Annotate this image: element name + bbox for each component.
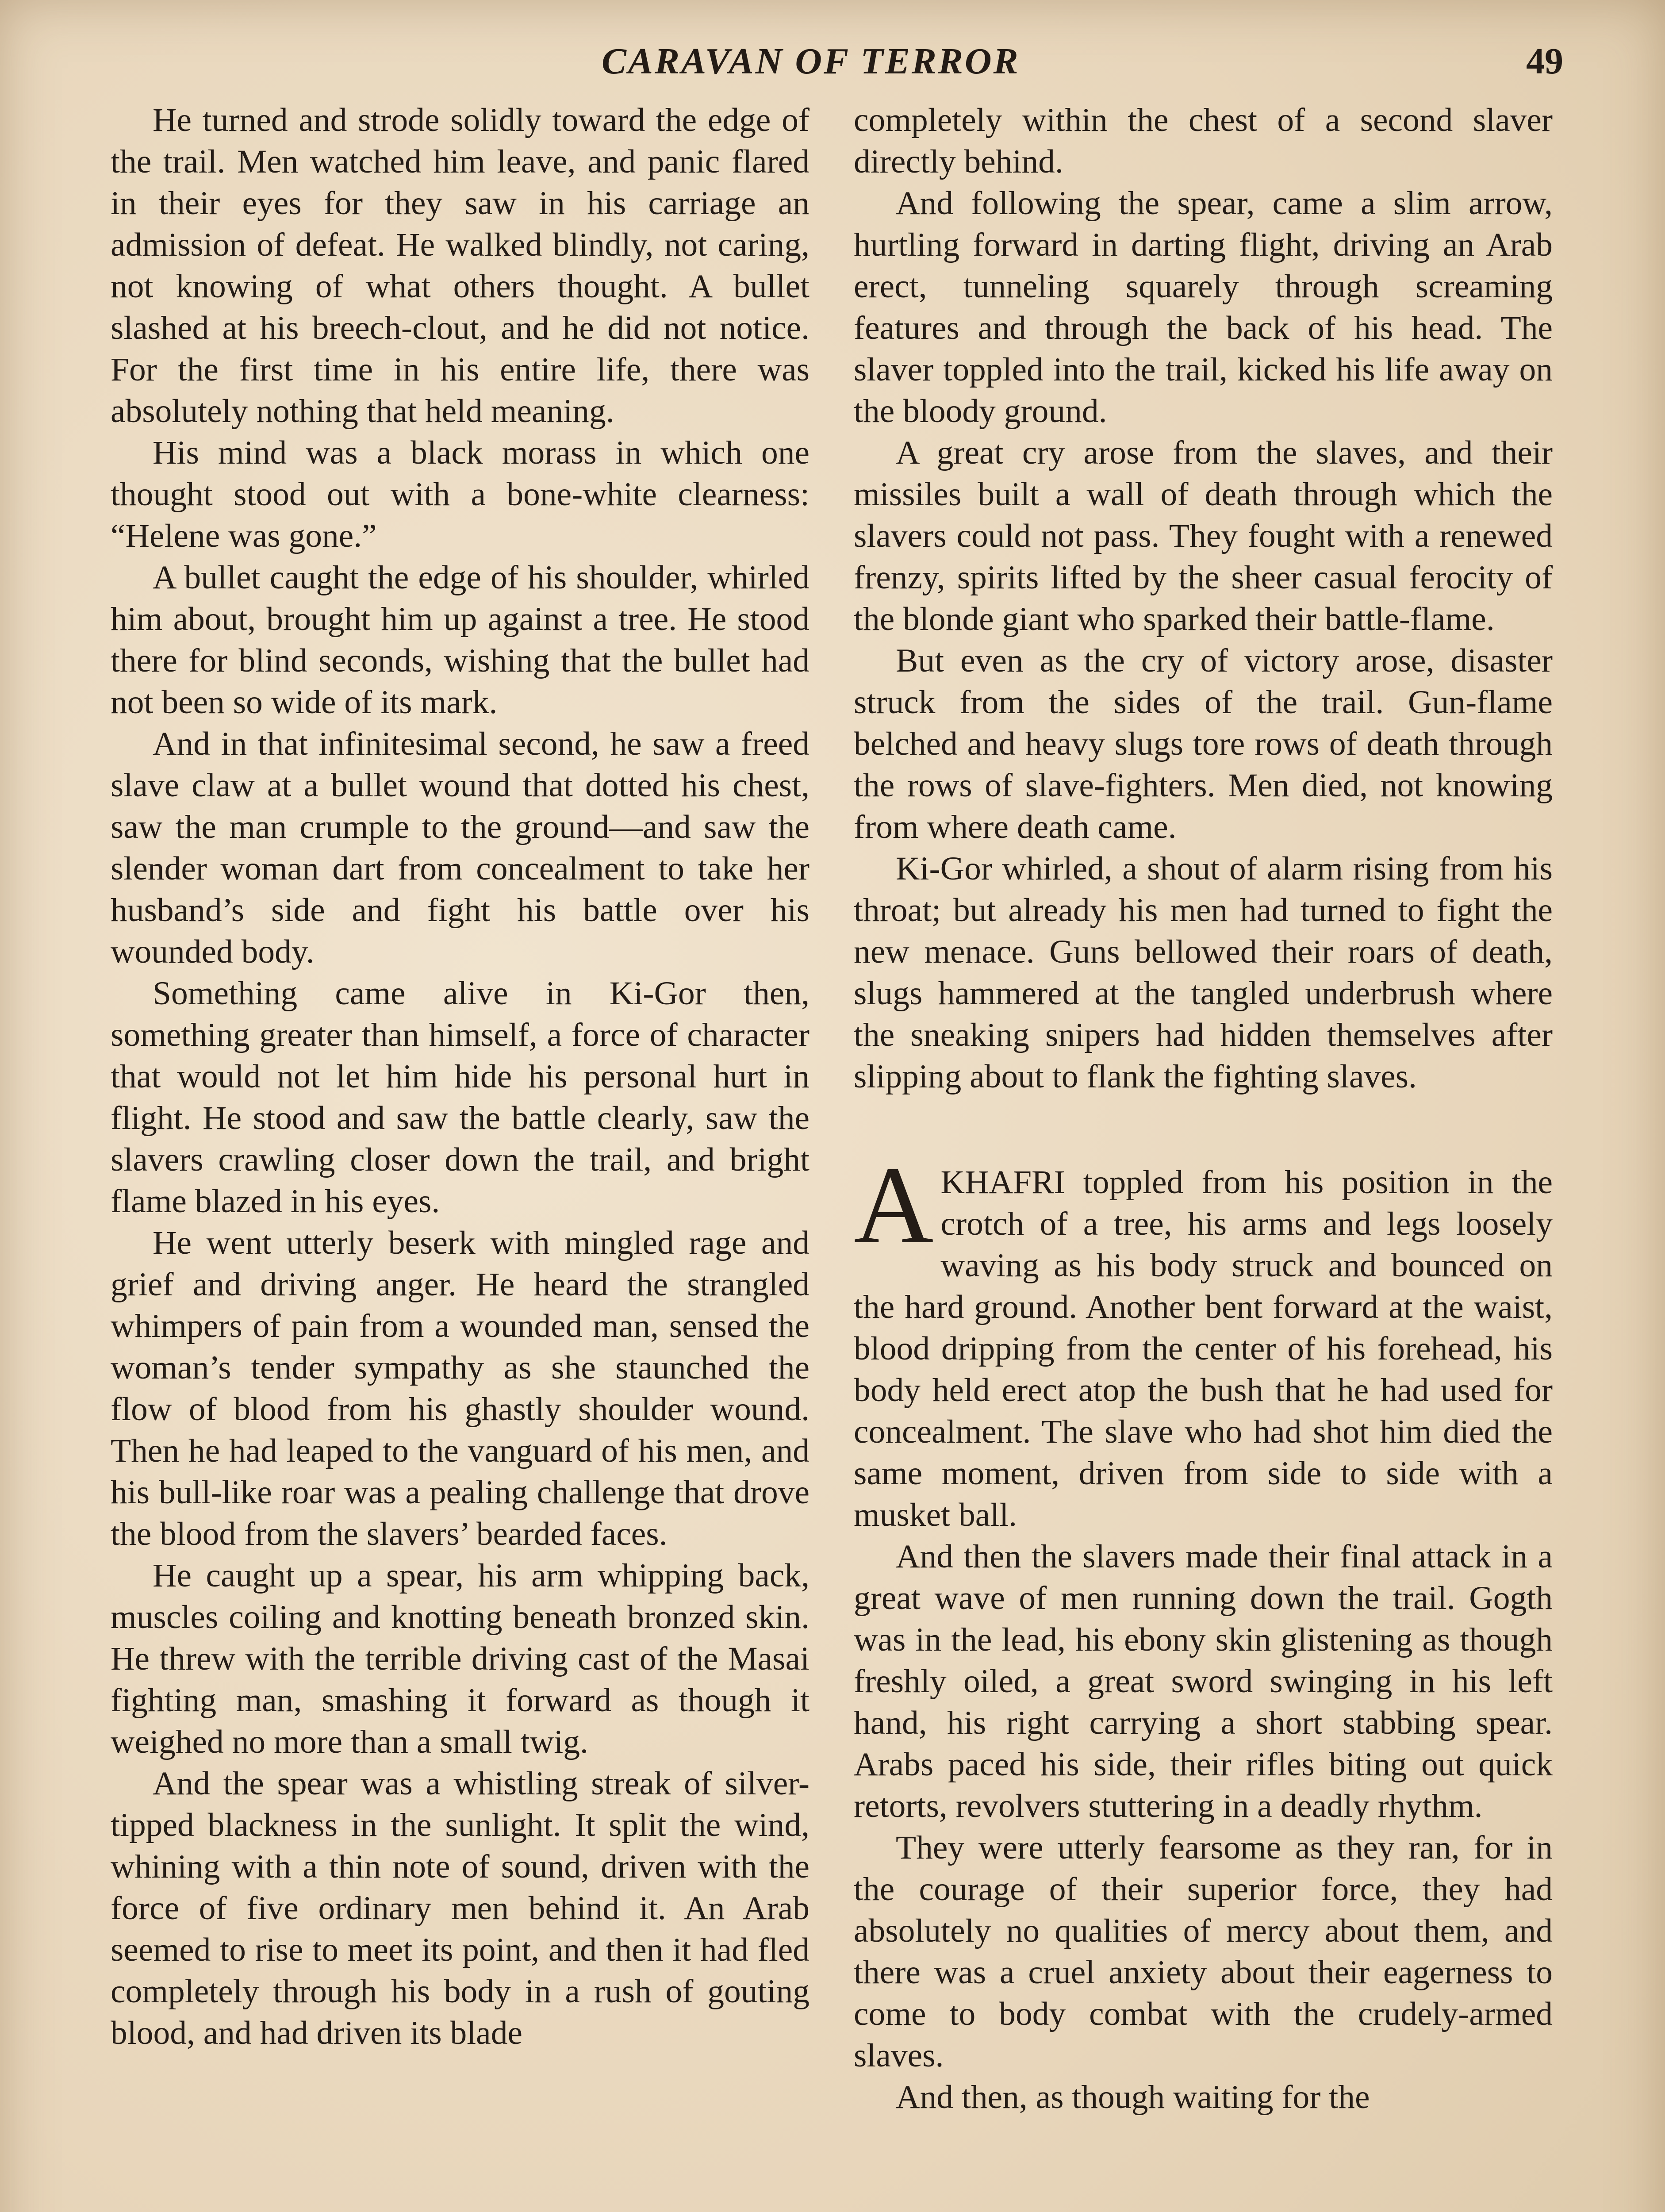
paragraph: And following the spear, came a slim arrow, hurtling forward in darting flight, driving an Arab erect, tunneling squarely through screaming features and through the back of his head. The slaver toppled into the trail, kicked his life away on the bloody ground. [854, 185, 1553, 430]
page-header [0, 40, 1665, 93]
paragraph: He went utterly beserk with mingled rage and grief and driving anger. He heard the strangled whimpers of pain from a wounded man, sensed the woman’s tender sympathy as she staunched the flow of blood from his ghastly shoulder wound. Then he had leaped to the vanguard of his men, and his bull-like roar was a pealing challenge that drove the blood from the slavers’ bearded faces. [111, 1225, 809, 1552]
paragraph: He caught up a spear, his arm whipping back, muscles coiling and knotting beneath bronzed skin. He threw with the terrible driving cast of the Masai fighting man, smashing it forward as though it weighed no more than a small twig. [111, 1557, 809, 1760]
paragraph: And then, as though waiting for the [896, 2079, 1370, 2116]
paragraph: Something came alive in Ki-Gor then, something greater than himself, a force of character that would not let him hide his personal hurt in flight. He stood and saw the battle clearly, saw the slavers crawling closer down the trail, and bright flame blazed in his eyes. [111, 975, 809, 1220]
paragraph: A great cry arose from the slaves, and their missiles built a wall of death through which the slavers could not pass. They fought with a renewed frenzy, spirits lifted by the sheer casual ferocity of the blonde giant who sparked their battle-flame. [854, 434, 1553, 637]
drop-cap-initial: A [854, 1144, 934, 1267]
paragraph: And in that infinitesimal second, he saw a freed slave claw at a bullet wound that dotted his chest, saw the man crumple to the ground—and saw the slender woman dart from concealment to take her husband’s side and fight his battle over his wounded body. [111, 726, 809, 970]
section-break [854, 1098, 1553, 1162]
paragraph: Ki-Gor whirled, a shout of alarm rising from his throat; but already his men had turned to fight the new menace. Guns bellowed their roars of death, slugs hammered at the tangled underbrush where the sneaking snipers had hidden themselves after slipping about to flank the fighting slaves. [854, 850, 1553, 1095]
dropcap-paragraph [854, 1144, 1553, 1536]
paragraph: A bullet caught the edge of his shoulder, whirled him about, brought him up against a tree. He stood there for blind seconds, wishing that the bullet had not been so wide of its mark. [111, 559, 809, 721]
paragraph: They were utterly fearsome as they ran, for in the courage of their superior force, they had absolutely no qualities of mercy about them, and there was a cruel anxiety about their eagerness to come to body combat with the crudely-armed slaves. [854, 1829, 1553, 2074]
paragraph: But even as the cry of victory arose, disaster struck from the sides of the trail. Gun-flame belched and heavy slugs tore rows of death through the rows of slave-fighters. Men died, not knowing from where death came. [854, 642, 1553, 845]
paragraph: And then the slavers made their final attack in a great wave of men running down the trail. Gogth was in the lead, his ebony skin glistening as though freshly oiled, a great sword swinging in his left hand, his right carrying a short stabbing spear. Arabs paced his side, their rifles biting out quick retorts, revolvers stuttering in a deadly rhythm. [854, 1538, 1553, 1824]
page-number: 49 [1526, 41, 1563, 82]
paragraph: His mind was a black morass in which one thought stood out with a bone-white clearness: “Helene was gone.” [111, 434, 809, 554]
right-column [854, 100, 1553, 2118]
paragraph-continued: completely within the chest of a second slaver directly behind. [854, 102, 1553, 180]
left-column [111, 100, 809, 2054]
paragraph: He turned and strode solidly toward the edge of the trail. Men watched him leave, and panic flared in their eyes for they saw in his carriage an admission of defeat. He walked blindly, not caring, not knowing of what others thought. A bullet slashed at his breech-clout, and he did not notice. For the first time in his entire life, there was absolutely nothing that held meaning. [111, 102, 809, 430]
running-title: CARAVAN OF TERROR [602, 41, 1020, 82]
dropcap-paragraph-text: KHAFRI toppled from his position in the crotch of a tree, his arms and legs loosely waving as his body struck and bounced on the hard ground. Another bent forward at the waist, blood dripping from the center of his forehead, his body held erect atop the bush that he had used for concealment. The slave who had shot him died the same moment, driven from side to side with a musket ball. [854, 1164, 1553, 1533]
paragraph: And the spear was a whistling streak of silver-tipped blackness in the sunlight. It split the wind, whining with a thin note of sound, driven with the force of five ordinary men behind it. An Arab seemed to rise to meet its point, and then it had fled completely through his body in a rush of gouting blood, and had driven its blade [111, 1765, 809, 2051]
